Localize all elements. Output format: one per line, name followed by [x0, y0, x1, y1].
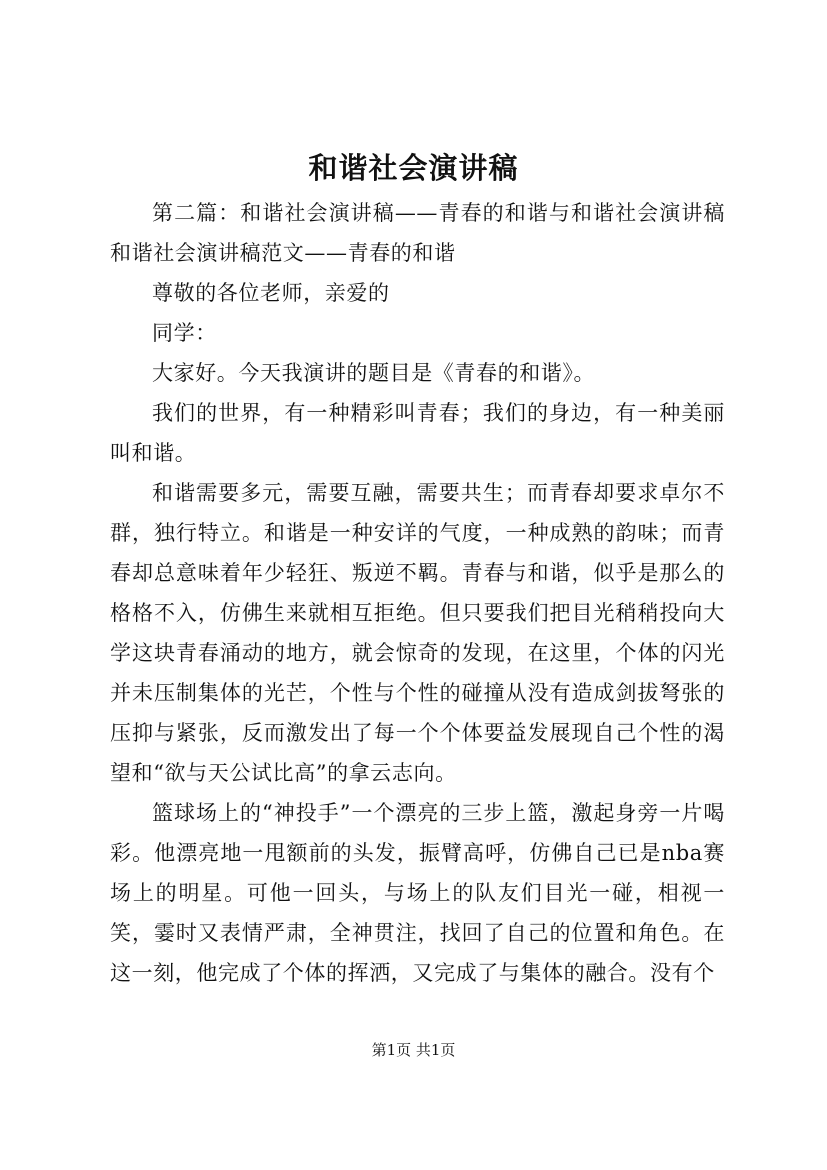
paragraph-harmony-diversity: 和谐需要多元，需要互融，需要共生；而青春却要求卓尔不群，独行特立。和谐是一种安详的气度，一种成熟的韵味；而青春却总意味着年少轻狂、叛逆不羁。青春与和谐，似乎是那么的格格不入，仿佛生来就相互拒绝。但只要我们把目光稍稍投向大学这块青春涌动的地方，就会惊奇的发现，在这里，个体的闪光并未压制集体的光芒，个性与个性的碰撞从没有造成剑拔弩张的压抑与紧张，反而激发出了每一个个体要益发展现自己个性的渴望和“欲与天公试比高”的拿云志向。 [110, 481, 725, 785]
paragraph-youth-harmony: 我们的世界，有一种精彩叫青春；我们的身边，有一种美丽叫和谐。 [110, 401, 725, 465]
paragraph-salutation: 尊敬的各位老师，亲爱的 [152, 281, 390, 305]
paragraph-salutation-continued: 同学： [152, 321, 217, 345]
document-body [110, 193, 725, 993]
paragraph-subtitle: 第二篇：和谐社会演讲稿——青春的和谐与和谐社会演讲稿和谐社会演讲稿范文——青春的和谐 [110, 201, 725, 265]
paragraph-basketball: 篮球场上的“神投手”一个漂亮的三步上篮，激起身旁一片喝彩。他漂亮地一甩额前的头发，振臂高呼，仿佛自己已是nba赛场上的明星。可他一回头，与场上的队友们目光一碰，相视一笑，霎时又表情严肃，全神贯注，找回了自己的位置和角色。在这一刻，他完成了个体的挥洒，又完成了与集体的融合。没有个 [110, 801, 725, 985]
page-footer: 第1页 共1页 [371, 1041, 456, 1059]
document-title: 和谐社会演讲稿 [308, 151, 519, 185]
paragraph-greeting: 大家好。今天我演讲的题目是《青春的和谐》。 [152, 361, 596, 385]
